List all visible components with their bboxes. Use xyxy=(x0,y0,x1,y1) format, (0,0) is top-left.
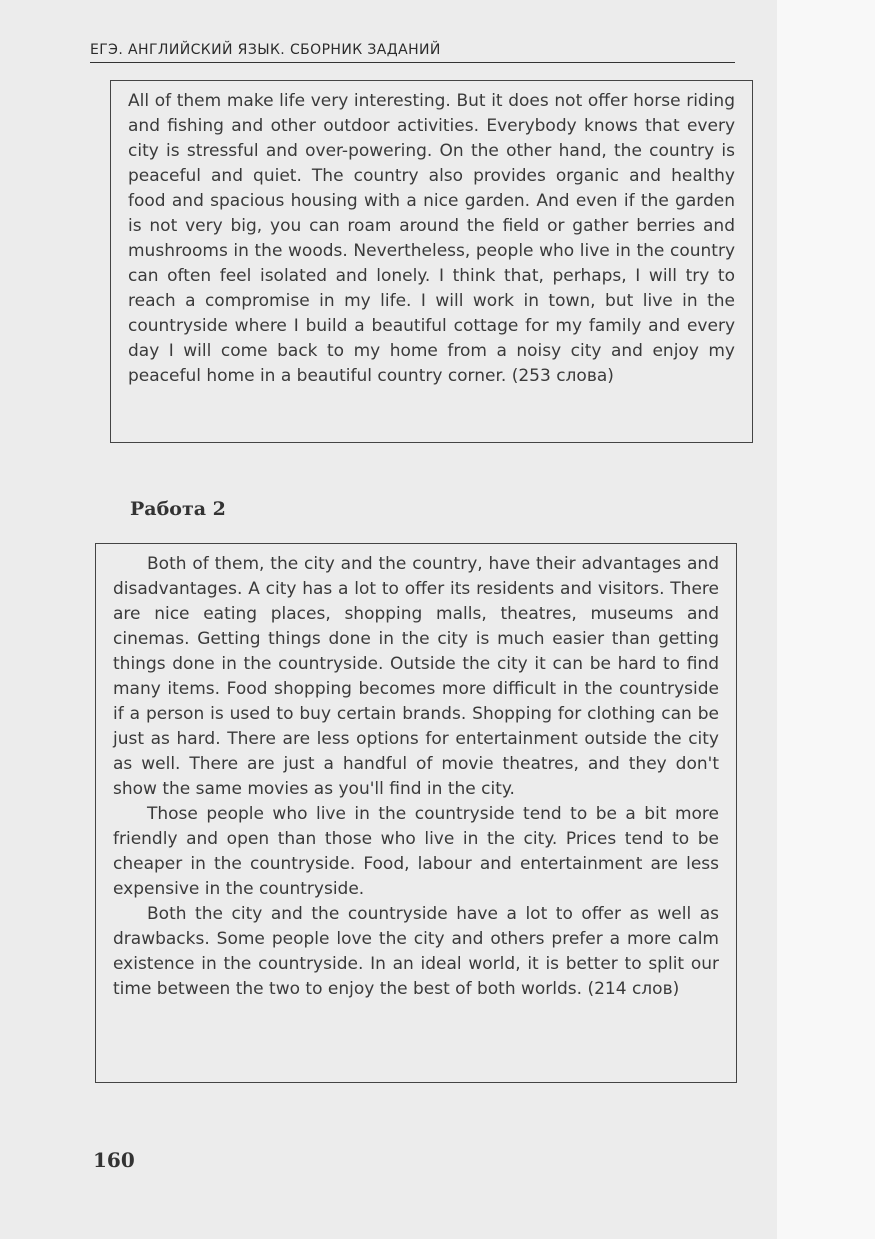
essay-2-paragraph-2: Those people who live in the countryside tend to be a bit more friendly and open than those who live in the city. Prices tend to be cheaper in the countryside. Food, labour and entertainment are less expensive in the countryside. xyxy=(113,804,719,899)
essay-box-1 xyxy=(110,80,753,443)
essay-2-paragraph-3: Both the city and the countryside have a lot to offer as well as drawbacks. Some people love the city and others prefer a more calm existence in the countryside. In an ideal world, it is better to split our time between the two to enjoy the best of both worlds. (214 слов) xyxy=(113,904,719,999)
section-title-work-2: Работа 2 xyxy=(130,498,226,520)
essay-1-paragraph-1: All of them make life very interesting. But it does not offer horse riding and fishing and other outdoor activities. Everybody knows that every city is stressful and over-powering. On the other hand, the country is peaceful and quiet. The country also provides organic and healthy food and spacious housing with a nice garden. And even if the garden is not very big, you can roam around the field or gather berries and mushrooms in the woods. Nevertheless, people who live in the country can often feel isolated and lonely. I think that, perhaps, I will try to reach a compromise in my life. I will work in town, but live in the countryside where I build a beautiful cottage for my family and every day I will come back to my home from a noisy city and enjoy my peaceful home in a beautiful country corner. (253 слова) xyxy=(128,91,735,386)
running-header: ЕГЭ. АНГЛИЙСКИЙ ЯЗЫК. СБОРНИК ЗАДАНИЙ xyxy=(90,40,735,63)
page-number: 160 xyxy=(93,1148,135,1172)
essay-box-2 xyxy=(95,543,737,1083)
essay-2-paragraph-1: Both of them, the city and the country, have their advantages and disadvantages. A city has a lot to offer its residents and visitors. There are nice eating places, shopping malls, theatres, museums and cinemas. Getting things done in the city is much easier than getting things done in the countryside. Outside the city it can be hard to find many items. Food shopping becomes more difficult in the countryside if a person is used to buy certain brands. Shopping for clothing can be just as hard. There are less options for entertainment outside the city as well. There are just a handful of movie theatres, and they don't show the same movies as you'll find in the city. xyxy=(113,554,719,799)
page-margin-strip xyxy=(777,0,875,1239)
